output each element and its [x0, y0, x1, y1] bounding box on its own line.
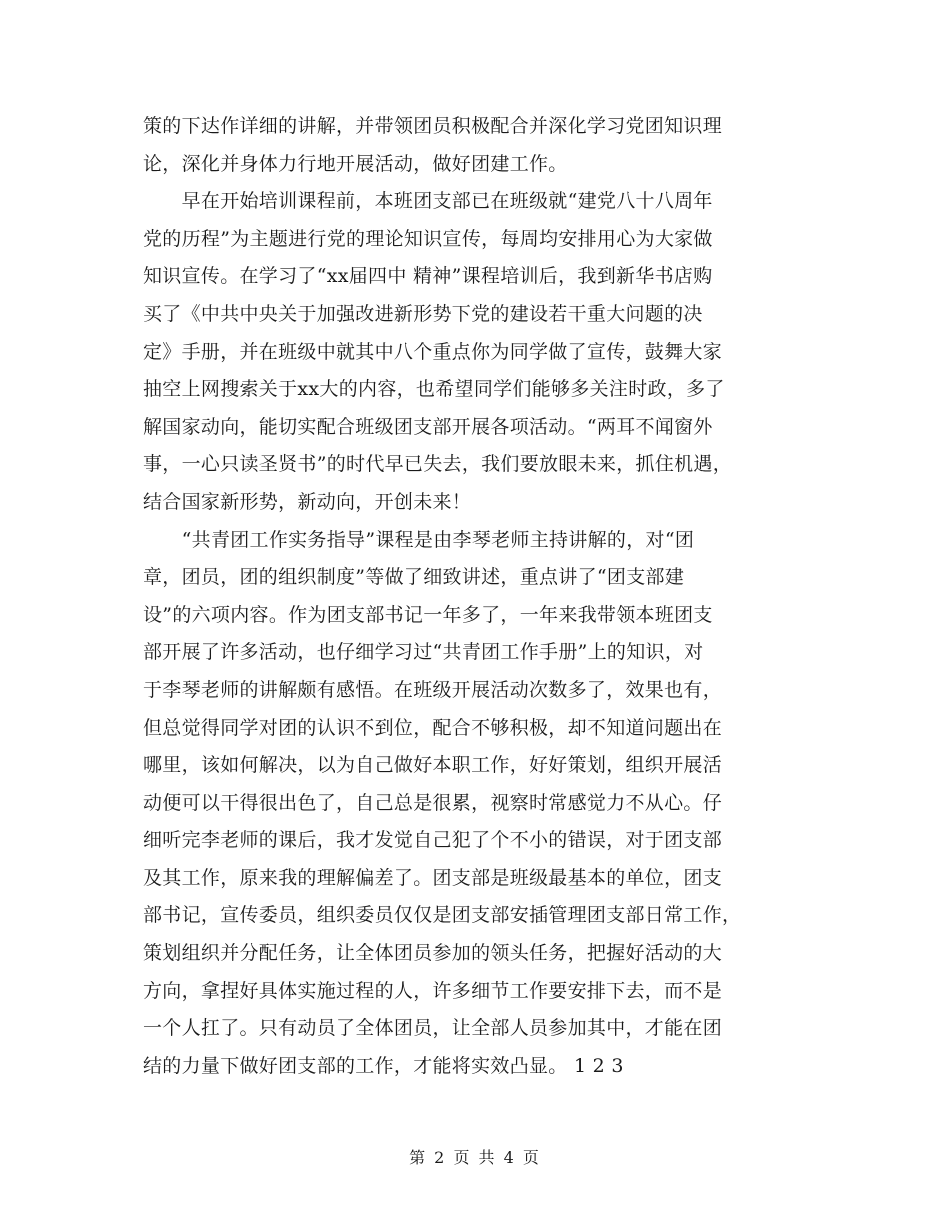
- paragraph-1: [143, 108, 807, 183]
- paragraph-2: [143, 183, 807, 521]
- text-line: 章，团员，团的组织制度”等做了细致讲述，重点讲了“团支部建: [143, 566, 685, 589]
- text-line: 设”的六项内容。作为团支部书记一年多了，一年来我带领本班团支: [143, 603, 713, 626]
- text-line: 动便可以干得很出色了，自己总是很累，视察时常感觉力不从心。仔: [143, 791, 723, 814]
- text-line: 结合国家新形势，新动向，开创未来！: [143, 490, 472, 513]
- text-line: 党的历程”为主题进行党的理论知识宣传，每周均安排用心为大家做: [143, 227, 713, 250]
- text-line: 部开展了许多活动，也仔细学习过“共青团工作手册”上的知识，对: [143, 641, 704, 664]
- text-line: 哪里，该如何解决，以为自己做好本职工作，好好策划，组织开展活: [143, 754, 723, 777]
- text-line: 但总觉得同学对团的认识不到位，配合不够积极，却不知道问题出在: [143, 716, 723, 739]
- text-line: 部书记，宣传委员，组织委员仅仅是团支部安插管理团支部日常工作，: [143, 904, 742, 927]
- page-number: 第 2 页 共 4 页: [409, 1148, 541, 1167]
- text-line: 事，一心只读圣贤书”的时代早已失去，我们要放眼未来，抓住机遇，: [143, 453, 733, 476]
- text-line: 一个人扛了。只有动员了全体团员，让全部人员参加其中，才能在团: [143, 1017, 723, 1040]
- text-line: 策的下达作详细的讲解，并带领团员积极配合并深化学习党团知识理: [143, 115, 723, 137]
- text-line: 细听完李老师的课后，我才发觉自己犯了个不小的错误，对于团支部: [143, 829, 723, 852]
- text-line: 于李琴老师的讲解颇有感悟。在班级开展活动次数多了，效果也有，: [143, 678, 723, 701]
- text-line: 买了《中共中央关于加强改进新形势下党的建设若干重大问题的决: [143, 302, 703, 325]
- document-body: [143, 108, 807, 1085]
- text-line: 及其工作，原来我的理解偏差了。团支部是班级最基本的单位，团支: [143, 866, 723, 889]
- text-line: 结的力量下做好团支部的工作，才能将实效凸显。 1 2 3: [143, 1054, 624, 1077]
- text-line: 抽空上网搜索关于xx大的内容，也希望同学们能够多关注时政，多了: [143, 378, 725, 401]
- text-line: 策划组织并分配任务，让全体团员参加的领头任务，把握好活动的大: [143, 942, 723, 965]
- paragraph-3: [143, 522, 807, 1086]
- text-line: 知识宣传。在学习了“xx届四中 精神”课程培训后，我到新华书店购: [143, 265, 713, 288]
- text-line: 论，深化并身体力行地开展活动，做好团建工作。: [143, 152, 568, 175]
- page-footer: [0, 1146, 950, 1170]
- text-line: “共青团工作实务指导”课程是由李琴老师主持讲解的，对“团: [143, 528, 695, 551]
- text-line: 早在开始培训课程前，本班团支部已在班级就“建党八十八周年: [143, 190, 713, 213]
- text-line: 方向，拿捏好具体实施过程的人，许多细节工作要安排下去，而不是: [143, 979, 723, 1002]
- text-line: 解国家动向，能切实配合班级团支部开展各项活动。“两耳不闻窗外: [143, 415, 713, 438]
- text-line: 定》手册，并在班级中就其中八个重点你为同学做了宣传，鼓舞大家: [143, 340, 723, 363]
